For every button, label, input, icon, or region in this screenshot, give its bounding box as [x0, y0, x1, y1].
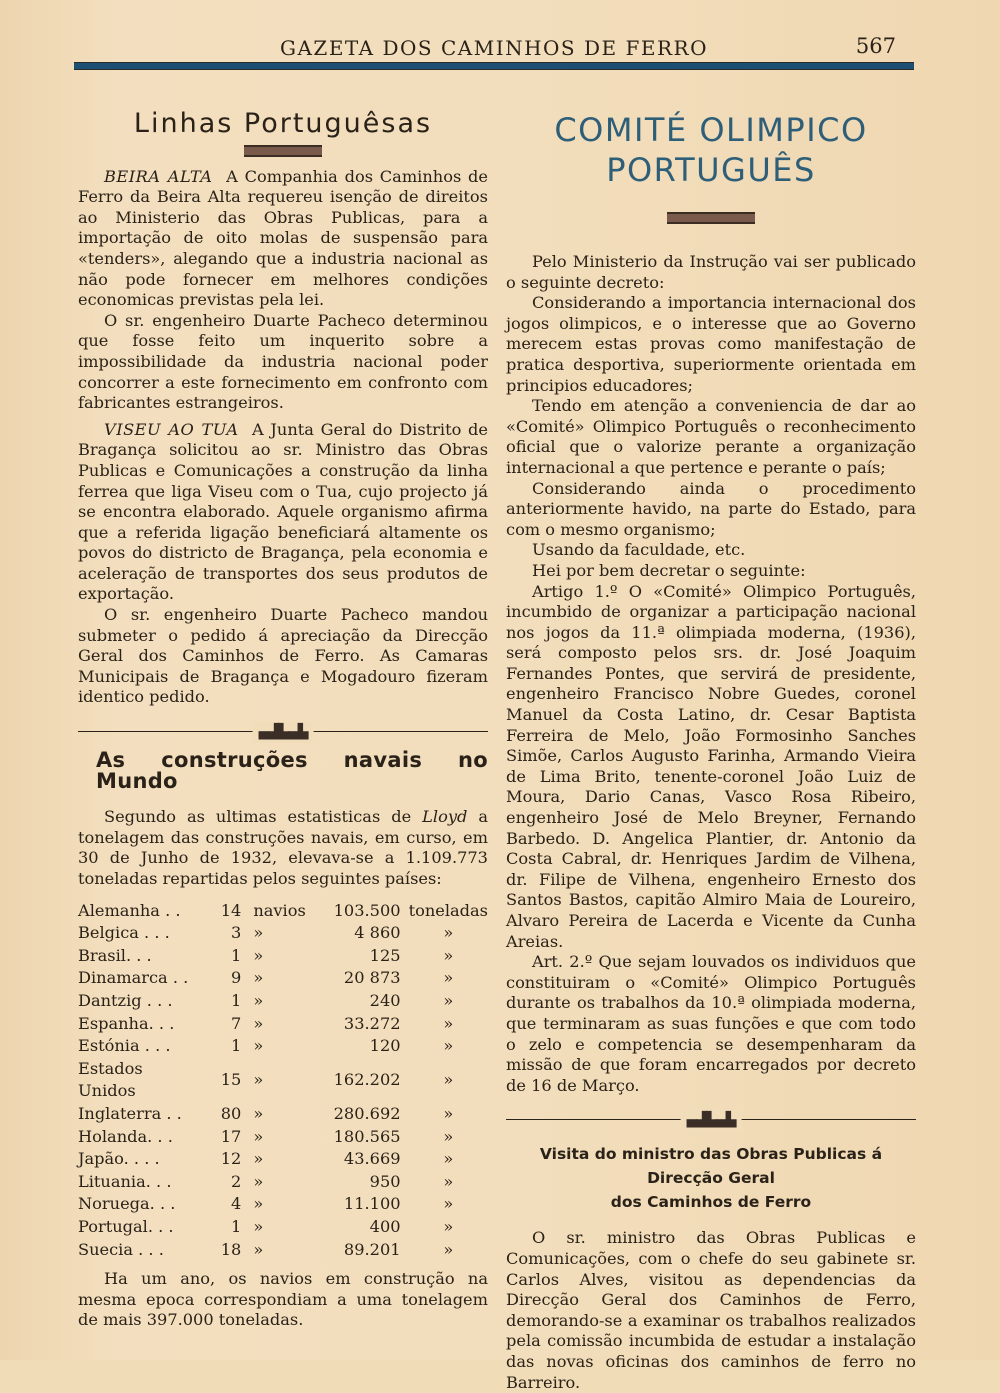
table-row	[78, 900, 488, 923]
ships-count-cell: 9	[231, 968, 242, 988]
ships-count-cell: 14	[220, 900, 242, 920]
naval-intro-source: Lloyd	[422, 807, 468, 827]
tonnage-cell: 240	[369, 990, 401, 1010]
naval-title: As construções navais no Mundo	[96, 748, 488, 793]
tonnage-cell: 4 860	[354, 923, 401, 943]
section-divider-right	[506, 1108, 916, 1132]
ships-unit-cell: »	[253, 1216, 264, 1236]
viseu-lead: VISEU AO TUA	[104, 419, 239, 439]
linhas-title: Linhas Portuguêsas	[133, 108, 433, 139]
tonnage-unit-cell: »	[443, 1036, 454, 1056]
ships-count-cell: 1	[231, 1036, 242, 1056]
ships-count-cell: 1	[231, 945, 242, 965]
table-row	[78, 945, 488, 968]
country-cell: Inglaterra . .	[78, 1103, 182, 1123]
tonnage-unit-cell: »	[443, 1239, 454, 1259]
comite-title-line1: COMITÉ OLIMPICO	[554, 111, 868, 149]
visita-title-line1: Visita do ministro das Obras Publicas á Direcção Geral	[539, 1145, 883, 1188]
comite-p3: Tendo em atenção a conveniencia de dar ao «Comité» Olimpico Português o reconhecimento oficial que o valorize perante a organização internacional a que pertence e perante o país;	[506, 396, 916, 477]
tonnage-unit-cell: »	[443, 1126, 454, 1146]
ships-count-cell: 17	[220, 1126, 242, 1146]
visita-p1: O sr. ministro das Obras Publicas e Comunicações, com o chefe do seu gabinete sr. Carlos Alves, visitou as dependencias da Direcção Geral dos Caminhos de Ferro, demorando-se a examinar os trabalhos realizados pela comissão incumbida de estudar a instalação das novas oficinas dos caminhos de ferro no Barreiro.	[506, 1228, 916, 1392]
comite-p2: Considerando a importancia internacional dos jogos olimpicos, e o interesse que ao Governo merecem estas provas como manifestação de pratica desportiva, superiormente orientada em principios educadores;	[506, 293, 916, 395]
tonnage-cell: 103.500	[333, 900, 401, 920]
table-row	[78, 1058, 488, 1103]
ships-unit-cell: »	[253, 968, 264, 988]
table-row	[78, 967, 488, 990]
tonnage-unit-cell: »	[443, 1070, 454, 1090]
country-cell: Noruega. . .	[78, 1194, 176, 1214]
country-cell: Dantzig . . .	[78, 990, 173, 1010]
left-column	[78, 110, 488, 1331]
page-number: 567	[855, 34, 896, 58]
ship-construction-table	[78, 900, 488, 1262]
country-cell: Suecia . . .	[78, 1239, 164, 1259]
table-row	[78, 1216, 488, 1239]
tonnage-unit-cell: »	[443, 1194, 454, 1214]
table-row	[78, 1126, 488, 1149]
ships-count-cell: 18	[220, 1239, 242, 1259]
country-cell: Portugal. . .	[78, 1216, 174, 1236]
viseu-paragraph-2: O sr. engenheiro Duarte Pacheco mandou submeter o pedido á apreciação da Direcção Geral dos Caminhos de Ferro. As Camaras Municipais de Bragança e Mogadouro fizeram identico pedido.	[78, 605, 488, 707]
tonnage-cell: 20 873	[343, 968, 401, 988]
viseu-text: A Junta Geral do Distrito de Bragança solicitou ao sr. Ministro das Obras Publicas e Comunicações a construção da linha ferrea que liga Viseu com o Tua, cujo projecto já se encontra elaborado. Aquele organismo afirma que a referida ligação beneficiará altamente os povos do districto de Bragança, pela economia e aceleração de transportes dos seus produtos de exportação.	[78, 419, 488, 604]
comite-p1: Pelo Ministerio da Instrução vai ser publicado o seguinte decreto:	[506, 252, 916, 292]
table-row	[78, 1171, 488, 1194]
tonnage-unit-cell: »	[443, 1216, 454, 1236]
tonnage-cell: 280.692	[333, 1103, 401, 1123]
tonnage-unit-cell: »	[443, 1103, 454, 1123]
tonnage-cell: 89.201	[343, 1239, 401, 1259]
ships-count-cell: 7	[231, 1013, 242, 1033]
header-rule	[74, 62, 914, 70]
comite-ornament	[667, 212, 755, 224]
section-divider	[78, 720, 488, 744]
naval-intro-after: a tonelagem das construções navais, em curso, em 30 de Junho de 1932, elevava-se a 1.109.773 toneladas repartidas pelos seguintes países:	[78, 807, 488, 888]
ships-count-cell: 12	[220, 1149, 242, 1169]
ships-unit-cell: »	[253, 945, 264, 965]
comite-title	[506, 110, 916, 190]
tonnage-cell: 180.565	[333, 1126, 401, 1146]
table-row	[78, 990, 488, 1013]
ships-unit-cell: »	[253, 1171, 264, 1191]
beira-alta-paragraph-2: O sr. engenheiro Duarte Pacheco determinou que fosse feito um inquerito sobre a impossibilidade da industria nacional poder concorrer a este fornecimento em confronto com fabricantes estrangeiros.	[78, 310, 488, 413]
tonnage-unit-cell: »	[443, 1013, 454, 1033]
table-row	[78, 1193, 488, 1216]
ships-unit-cell: »	[253, 1194, 264, 1214]
naval-intro	[78, 807, 488, 889]
ships-count-cell: 80	[220, 1103, 242, 1123]
tonnage-unit-cell: »	[443, 1149, 454, 1169]
ships-count-cell: 3	[231, 923, 242, 943]
country-cell: Lituania. . .	[78, 1171, 172, 1191]
table-row	[78, 1239, 488, 1262]
tonnage-cell: 162.202	[333, 1070, 401, 1090]
country-cell: Japão. . . .	[78, 1149, 160, 1169]
country-cell: Espanha. . .	[78, 1013, 175, 1033]
table-row	[78, 1103, 488, 1126]
publication-title: GAZETA DOS CAMINHOS DE FERRO	[280, 36, 708, 60]
ships-count-cell: 1	[231, 990, 242, 1010]
beira-alta-text: A Companhia dos Caminhos de Ferro da Beira Alta requereu isenção de direitos ao Ministerio das Obras Publicas, para a importação de oito molas de suspensão para «tenders», alegando que a industria nacional as não pode fornecer em melhores condições economicas previstas pela lei.	[78, 166, 489, 310]
ships-unit-cell: »	[253, 923, 264, 943]
comite-p8: Art. 2.º Que sejam louvados os individuos que constituiram o «Comité» Olimpico Português durante os trabalhos da 10.ª olimpiada moderna, que terminaram as suas funções e que com todo o zelo e competencia se desempenharam da missão de que foram encarregados por decreto de 16 de Março.	[506, 952, 916, 1095]
table-row	[78, 922, 488, 945]
ships-unit-cell: »	[253, 1103, 264, 1123]
table-row	[78, 1148, 488, 1171]
ships-unit-cell: »	[253, 1126, 264, 1146]
title-ornament	[244, 145, 322, 157]
country-cell: Holanda. . .	[78, 1126, 173, 1146]
comite-p7: Artigo 1.º O «Comité» Olimpico Português, incumbido de organizar a participação nacional nos jogos da 11.ª olimpiada moderna, (1936), será composto pelos srs. dr. José Joaquim Fernandes Pontes, que servirá de presidente, engenheiro Francisco Nobre Guedes, coronel Manuel da Costa Latino, dr. Cesar Baptista Ferreira de Melo, João Formosinho Sanches Simõe, Carlos Augusto Farinha, Armando Vieira de Lima Brito, tenente-coronel João Luiz de Moura, Dario Canas, Vasco Rosa Ribeiro, engenheiro José de Melo Breyner, Fernando Barbedo. D. Angelica Plantier, dr. Antonio da Costa Cabral, dr. Henriques Jardim de Vilhena, dr. Filipe de Vilhena, engenheiro Ernesto dos Santos Bastos, capitão Almiro Maia de Loureiro, Alvaro Pereira de Lacerda e Vicente da Cunha Areias.	[506, 581, 916, 951]
naval-intro-before: Segundo as ultimas estatisticas de	[104, 807, 423, 827]
beira-alta-paragraph	[78, 167, 488, 311]
train-ornament-icon: ▄▟▙▄▙	[681, 1110, 742, 1131]
naval-closing: Ha um ano, os navios em construção na mesma epoca correspondiam a uma tonelagem de mais 397.000 toneladas.	[78, 1269, 488, 1330]
ships-count-cell: 4	[231, 1194, 242, 1214]
visita-title	[506, 1142, 916, 1214]
ships-unit-cell: »	[253, 1036, 264, 1056]
tonnage-cell: 125	[369, 945, 401, 965]
tonnage-unit-cell: »	[443, 990, 454, 1010]
country-cell: Estónia . . .	[78, 1036, 171, 1056]
comite-p6: Hei por bem decretar o seguinte:	[532, 560, 806, 580]
ships-unit-cell: »	[253, 1149, 264, 1169]
ships-count-cell: 1	[231, 1216, 242, 1236]
comite-p5: Usando da faculdade, etc.	[532, 540, 746, 560]
country-cell: Estados Unidos	[78, 1058, 143, 1101]
tonnage-cell: 400	[369, 1216, 401, 1236]
visita-title-line2: dos Caminhos de Ferro	[610, 1193, 812, 1212]
ships-unit-cell: »	[253, 1013, 264, 1033]
tonnage-unit-cell: »	[443, 945, 454, 965]
ships-unit-cell: »	[253, 1070, 264, 1090]
tonnage-cell: 950	[369, 1171, 401, 1191]
tonnage-unit-cell: »	[443, 968, 454, 988]
tonnage-unit-cell: »	[443, 923, 454, 943]
tonnage-cell: 43.669	[343, 1149, 401, 1169]
country-cell: Alemanha . .	[78, 900, 181, 920]
tonnage-cell: 120	[369, 1036, 401, 1056]
country-cell: Brasil. . .	[78, 945, 152, 965]
comite-p4: Considerando ainda o procedimento anteriormente havido, na parte do Estado, para com o mesmo organismo;	[506, 478, 916, 539]
comite-title-line2: PORTUGUÊS	[606, 151, 816, 189]
viseu-paragraph	[78, 420, 488, 605]
ships-unit-cell: navios	[253, 900, 306, 920]
tonnage-cell: 33.272	[343, 1013, 401, 1033]
tonnage-unit-cell: »	[443, 1171, 454, 1191]
country-cell: Dinamarca . .	[78, 968, 189, 988]
right-column	[506, 110, 916, 1393]
ships-unit-cell: »	[253, 1239, 264, 1259]
page-header	[74, 34, 914, 68]
train-ornament-icon: ▄▟▙▄▙	[253, 722, 314, 743]
beira-alta-lead: BEIRA ALTA	[104, 166, 213, 186]
tonnage-unit-cell: toneladas	[408, 900, 488, 920]
ships-unit-cell: »	[253, 990, 264, 1010]
tonnage-cell: 11.100	[343, 1194, 401, 1214]
ships-count-cell: 2	[231, 1171, 242, 1191]
ships-count-cell: 15	[220, 1070, 242, 1090]
table-row	[78, 1013, 488, 1036]
table-row	[78, 1035, 488, 1058]
country-cell: Belgica . . .	[78, 923, 170, 943]
